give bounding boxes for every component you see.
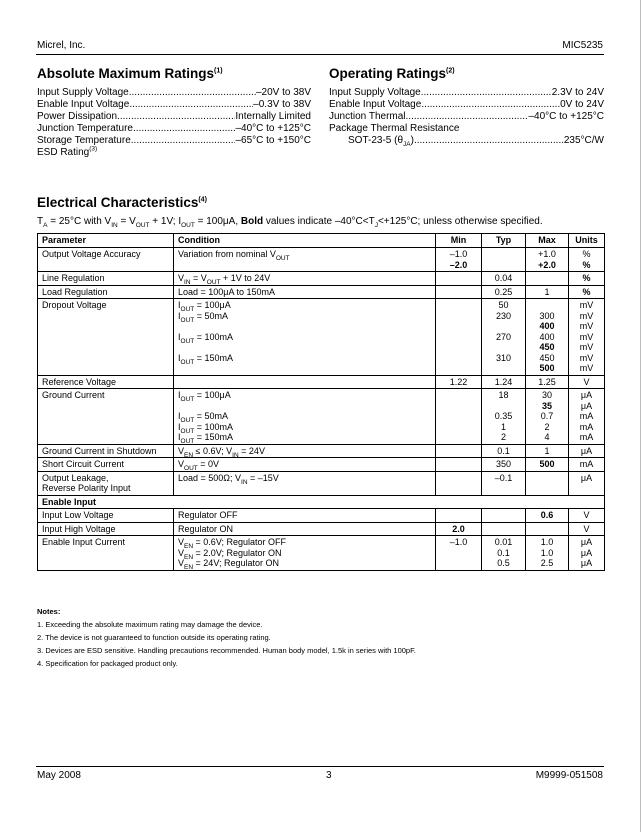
abs-max-row: Enable Input Voltage ..... –0.3V to 38V xyxy=(37,99,311,111)
footer-rule xyxy=(36,766,604,767)
ec-title: Electrical Characteristics$^{(4)}$ xyxy=(37,195,207,210)
op-ratings-row: Enable Input Voltage ..... 0V to 24V xyxy=(329,99,604,111)
sot23-row: SOT-23-5 $(\theta_{JA})$ ..... 235°C/W xyxy=(329,135,604,147)
abs-max-row: Input Supply Voltage ..... –20V to 38V xyxy=(37,87,311,99)
table-row: Input High Voltage Regulator ON 2.0 V xyxy=(38,522,605,536)
table-row: Reference Voltage 1.22 1.24 1.25 V xyxy=(38,375,605,389)
table-row: Output Leakage, Reverse Polarity Input Load = 500Ω; $V_{IN} = -15V$ –0.1 μA xyxy=(38,471,605,495)
col-max: Max xyxy=(526,234,569,248)
table-row: Enable Input Current $V_{EN} = 0.6V$; Regulator OFF $V_{EN} = 2.0V$; Regulator ON $V_{EN} = 24V$; Regulator ON –1.0 0.01 0.1 0.5 1.0 1.0 2.5 μA μA μA xyxy=(38,536,605,571)
package-thermal-label: Package Thermal Resistance xyxy=(329,123,460,134)
abs-max-list xyxy=(37,87,311,159)
abs-max-title: Absolute Maximum Ratings$^{(1)}$ xyxy=(37,66,223,81)
notes-section xyxy=(37,605,416,670)
op-ratings-list xyxy=(329,87,604,147)
table-row: Short Circuit Current $V_{OUT} = 0V$ 350 500 mA xyxy=(38,458,605,472)
header-company: Micrel, Inc. xyxy=(37,40,86,51)
abs-max-row: Power Dissipation ..... Internally Limited xyxy=(37,111,311,123)
abs-max-row: Junction Temperature ..... –40°C to +125°C xyxy=(37,123,311,135)
table-row: Dropout Voltage $I_{OUT} = 100\mu A$ $I_{OUT} = 50mA$ $I_{OUT} = 100mA$ $I_{OUT} = 150mA$ 50 230 270 310 300 400 400 450 450 500 mV mV mV mV mV mV mV xyxy=(38,299,605,376)
note-item: 2. The device is not guaranteed to function outside its operating rating. xyxy=(37,633,271,642)
col-param: Parameter xyxy=(38,234,174,248)
notes-title: Notes: xyxy=(37,607,61,616)
col-units: Units xyxy=(569,234,605,248)
table-row: Ground Current $I_{OUT} = 100\mu A$ $I_{OUT} = 50mA$ $I_{OUT} = 100mA$ $I_{OUT} = 150mA$ 18 0.35 1 2 30 35 0.7 2 4 μA μA mA mA mA xyxy=(38,389,605,445)
footer-doc-number: M9999-051508 xyxy=(535,770,603,781)
ec-conditions: $T_A = 25^\circ C$ with $V_{IN} = V_{OUT} + 1V$; $I_{OUT} = 100\mu A$, Bold values indicate $-40^\circ C<T_J<+125^\circ C$; unless otherwise specified. xyxy=(37,216,543,229)
table-row: Line Regulation $V_{IN} = V_{OUT} + 1V$ to 24V 0.04 % xyxy=(38,272,605,286)
op-ratings-row: Input Supply Voltage ..... 2.3V to 24V xyxy=(329,87,604,99)
table-row: Ground Current in Shutdown $V_{EN} \le 0.6V$; $V_{IN} = 24V$ 0.1 1 μA xyxy=(38,444,605,458)
ec-header-row xyxy=(38,234,605,248)
abs-max-row: Storage Temperature ..... –65°C to +150°C xyxy=(37,135,311,147)
table-row: Load Regulation Load = 100μA to 150mA 0.25 1 % xyxy=(38,285,605,299)
col-condition: Condition xyxy=(174,234,436,248)
header-rule xyxy=(36,54,604,55)
table-row: Output Voltage Accuracy Variation from nominal $V_{OUT}$ –1.0 –2.0 +1.0 +2.0 % % xyxy=(38,248,605,272)
col-typ: Typ xyxy=(482,234,526,248)
enable-input-section-row: Enable Input xyxy=(38,495,605,509)
note-item: 4. Specification for packaged product only. xyxy=(37,659,178,668)
header-part-number: MIC5235 xyxy=(562,40,603,51)
op-ratings-title: Operating Ratings$^{(2)}$ xyxy=(329,66,455,81)
ec-table xyxy=(37,233,605,571)
op-ratings-row: Junction Thermal ..... –40°C to +125°C xyxy=(329,111,604,123)
page-number: 3 xyxy=(326,770,332,781)
note-item: 1. Exceeding the absolute maximum rating may damage the device. xyxy=(37,620,263,629)
esd-rating-row: ESD Rating$^{(3)}$ xyxy=(37,145,98,158)
footer-date: May 2008 xyxy=(37,770,81,781)
table-row: Input Low Voltage Regulator OFF 0.6 V xyxy=(38,509,605,523)
note-item: 3. Devices are ESD sensitive. Handling precautions recommended. Human body model, 1.5k in series with 100pF. xyxy=(37,646,416,655)
col-min: Min xyxy=(436,234,482,248)
